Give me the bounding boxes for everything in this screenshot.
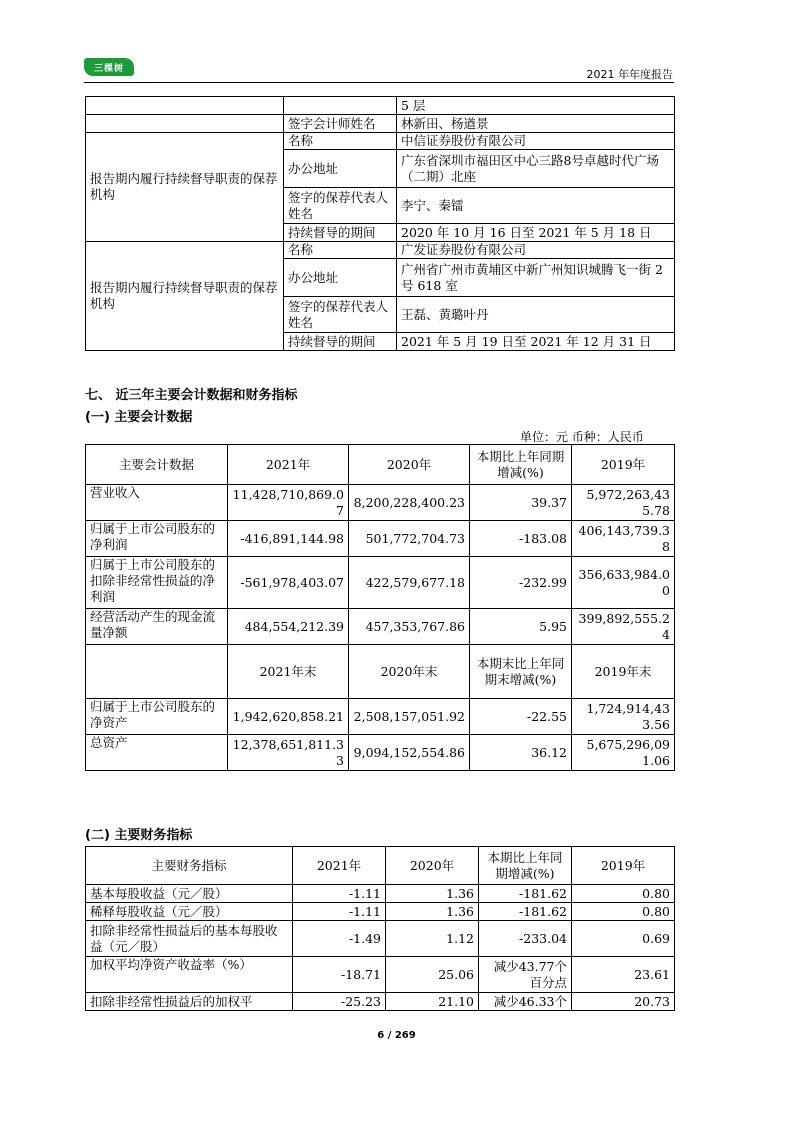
table-cell: 356,633,984.00: [572, 557, 675, 609]
header-cell: 主要会计数据: [86, 445, 228, 485]
header-divider: [84, 82, 674, 83]
table-cell: 名称: [284, 242, 397, 259]
row-label: 总资产: [86, 735, 228, 771]
table-cell: 12,378,651,811.33: [228, 735, 349, 771]
table-cell: 501,772,704.73: [349, 521, 470, 557]
table-cell: 36.12: [470, 735, 572, 771]
table-cell: 11,428,710,869.07: [228, 485, 349, 521]
table-cell: 签字的保荐代表人姓名: [284, 188, 397, 224]
table-cell: -181.62: [479, 903, 572, 921]
table-cell: 0.80: [572, 885, 675, 903]
header-cell: 2020年末: [349, 645, 470, 699]
table-row: [86, 699, 675, 735]
accounting-data-table: [85, 444, 675, 771]
group-label: 报告期内履行持续督导职责的保荐机构: [86, 242, 284, 351]
table-header-row: [86, 645, 675, 699]
header-cell: 2020年: [386, 847, 479, 885]
table-cell: 39.37: [470, 485, 572, 521]
header-cell: 2019年末: [572, 645, 675, 699]
table-cell: 中信证券股份有限公司: [397, 133, 675, 150]
table-cell: -233.04: [479, 921, 572, 957]
table-cell: 2,508,157,051.92: [349, 699, 470, 735]
table-row: [86, 957, 675, 993]
table-row: [86, 115, 675, 133]
table-cell: [86, 115, 284, 133]
table-cell: 持续督导的期间: [284, 224, 397, 242]
table-cell: 5,972,263,435.78: [572, 485, 675, 521]
header-cell: 2020年: [349, 445, 470, 485]
table-row: [86, 133, 675, 150]
table-cell: 持续督导的期间: [284, 333, 397, 351]
table-cell: 减少46.33个: [479, 993, 572, 1011]
table-row: [86, 903, 675, 921]
table-cell: -25.23: [293, 993, 386, 1011]
table-cell: 广发证券股份有限公司: [397, 242, 675, 259]
table-header-row: [86, 445, 675, 485]
header-cell: [86, 645, 228, 699]
table-cell: 20.73: [572, 993, 675, 1011]
table-cell: 李宁、秦镭: [397, 188, 675, 224]
table-cell: 1,724,914,433.56: [572, 699, 675, 735]
row-label: 加权平均净资产收益率（%）: [86, 957, 293, 993]
table-cell: 签字会计师姓名: [284, 115, 397, 133]
table-cell: -22.55: [470, 699, 572, 735]
header-cell: 主要财务指标: [86, 847, 293, 885]
table-cell: 广东省深圳市福田区中心三路8号卓越时代广场（二期）北座: [397, 150, 675, 188]
page-number: 6 / 269: [377, 1030, 416, 1041]
subsection-title-financial: (二) 主要财务指标: [85, 828, 193, 843]
table-cell: 名称: [284, 133, 397, 150]
header-cell: 2019年: [572, 445, 675, 485]
table-row: [86, 97, 675, 115]
table-cell: 减少43.77个百分点: [479, 957, 572, 993]
row-label: 归属于上市公司股东的净利润: [86, 521, 228, 557]
table-cell: 484,554,212.39: [228, 609, 349, 645]
table-cell: [86, 97, 284, 115]
table-row: [86, 609, 675, 645]
table-cell: 25.06: [386, 957, 479, 993]
financial-indicators-table: [85, 846, 675, 1011]
table-cell: -561,978,403.07: [228, 557, 349, 609]
table-cell: 0.69: [572, 921, 675, 957]
row-label: 营业收入: [86, 485, 228, 521]
table-cell: 1.36: [386, 885, 479, 903]
table-cell: 5,675,296,091.06: [572, 735, 675, 771]
header-cell: 本期比上年同期增减(%): [470, 445, 572, 485]
header-cell: 本期末比上年同期末增减(%): [470, 645, 572, 699]
table-cell: 王磊、黄璐叶丹: [397, 297, 675, 333]
table-cell: -232.99: [470, 557, 572, 609]
table-cell: [284, 97, 397, 115]
table-cell: -1.49: [293, 921, 386, 957]
table-cell: -1.11: [293, 903, 386, 921]
table-cell: 1.12: [386, 921, 479, 957]
table-cell: 办公地址: [284, 259, 397, 297]
table-cell: 422,579,677.18: [349, 557, 470, 609]
section-title: 七、 近三年主要会计数据和财务指标: [85, 388, 298, 403]
table-cell: -1.11: [293, 885, 386, 903]
table-header-row: [86, 847, 675, 885]
table-row: [86, 521, 675, 557]
group-label: 报告期内履行持续督导职责的保荐机构: [86, 133, 284, 242]
table-cell: 399,892,555.24: [572, 609, 675, 645]
header-cell: 本期比上年同期增减(%): [479, 847, 572, 885]
row-label: 基本每股收益（元／股）: [86, 885, 293, 903]
sponsor-table: [85, 96, 675, 351]
row-label: 扣除非经常性损益后的基本每股收益（元／股）: [86, 921, 293, 957]
table-cell: 1,942,620,858.21: [228, 699, 349, 735]
row-label: 归属于上市公司股东的扣除非经常性损益的净利润: [86, 557, 228, 609]
table-cell: 签字的保荐代表人姓名: [284, 297, 397, 333]
table-cell: 林新田、杨遒景: [397, 115, 675, 133]
subsection-title-accounting: (一) 主要会计数据: [85, 410, 193, 425]
table-cell: -181.62: [479, 885, 572, 903]
table-cell: 2020 年 10 月 16 日至 2021 年 5 月 18 日: [397, 224, 675, 242]
table-row: [86, 242, 675, 259]
table-row: [86, 993, 675, 1011]
row-label: 稀释每股收益（元／股）: [86, 903, 293, 921]
table-row: [86, 885, 675, 903]
table-cell: 1.36: [386, 903, 479, 921]
table-cell: 23.61: [572, 957, 675, 993]
row-label: 归属于上市公司股东的净资产: [86, 699, 228, 735]
table-cell: -18.71: [293, 957, 386, 993]
logo-text: 三棵树: [93, 63, 124, 74]
table-row: [86, 735, 675, 771]
header-cell: 2021年末: [228, 645, 349, 699]
table-row: [86, 921, 675, 957]
table-row: [86, 485, 675, 521]
table-cell: 办公地址: [284, 150, 397, 188]
table-cell: 457,353,767.86: [349, 609, 470, 645]
table-cell: 5 层: [397, 97, 675, 115]
table-cell: 21.10: [386, 993, 479, 1011]
table-cell: 406,143,739.38: [572, 521, 675, 557]
table-row: [86, 557, 675, 609]
header-cell: 2019年: [572, 847, 675, 885]
company-logo: [84, 58, 134, 76]
unit-note: 单位：元 币种：人民币: [520, 430, 644, 444]
table-cell: 9,094,152,554.86: [349, 735, 470, 771]
table-cell: -183.08: [470, 521, 572, 557]
row-label: 扣除非经常性损益后的加权平: [86, 993, 293, 1011]
table-cell: 5.95: [470, 609, 572, 645]
row-label: 经营活动产生的现金流量净额: [86, 609, 228, 645]
report-title: 2021 年年度报告: [586, 68, 673, 81]
header-cell: 2021年: [228, 445, 349, 485]
table-cell: 8,200,228,400.23: [349, 485, 470, 521]
table-cell: -416,891,144.98: [228, 521, 349, 557]
table-cell: 广州省广州市黄埔区中新广州知识城腾飞一街 2 号 618 室: [397, 259, 675, 297]
table-cell: 2021 年 5 月 19 日至 2021 年 12 月 31 日: [397, 333, 675, 351]
table-cell: 0.80: [572, 903, 675, 921]
header-cell: 2021年: [293, 847, 386, 885]
